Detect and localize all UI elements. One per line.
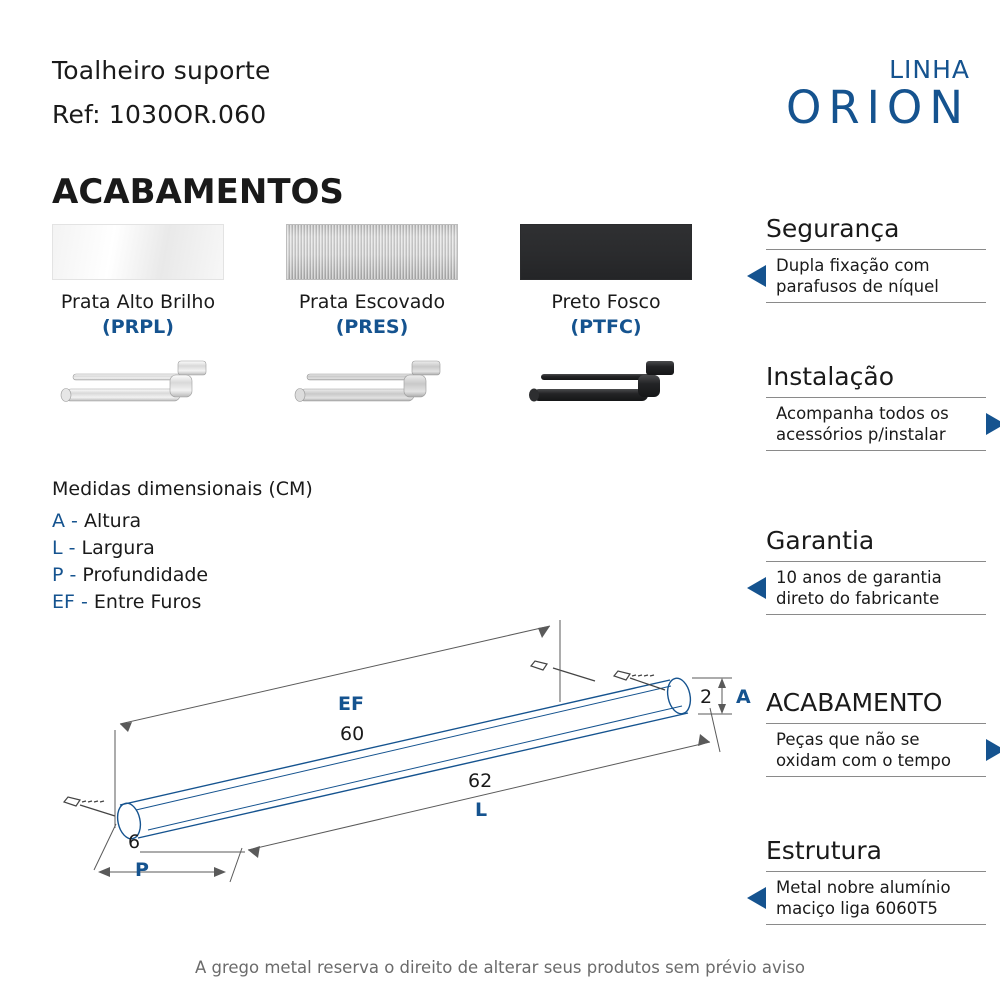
measure-label-a: Altura [83, 510, 142, 532]
feature-title-garantia: Garantia [766, 526, 875, 555]
feature-acabamento [766, 688, 986, 777]
feature-body-instalacao [766, 397, 986, 451]
swatch-code-ptfc: (PTFC) [570, 316, 642, 338]
measure-legend-item [52, 591, 313, 614]
measures-legend [52, 478, 313, 618]
dim-value-ef: 60 [340, 723, 365, 745]
measure-key-p: P - [52, 564, 77, 586]
feature-text-seguranca: Dupla fixação com parafusos de níquel [776, 256, 939, 296]
measure-legend-item [52, 564, 313, 587]
brand-name: ORION [785, 81, 970, 134]
feature-title-estrutura: Estrutura [766, 836, 882, 865]
feature-body-acabamento [766, 723, 986, 777]
measure-label-l: Largura [81, 537, 155, 559]
feature-instalacao [766, 362, 986, 451]
feature-text-garantia: 10 anos de garantia direto do fabricante [776, 568, 942, 608]
swatch-name-prpl: Prata Alto Brilho [60, 291, 216, 313]
feature-body-estrutura [766, 871, 986, 925]
dim-value-a: 2 [700, 686, 713, 708]
feature-title-acabamento: ACABAMENTO [766, 688, 943, 717]
arrow-right-icon [986, 413, 1000, 435]
arrow-left-icon [747, 577, 766, 599]
dim-label-p: P [135, 859, 149, 881]
feature-text-estrutura: Metal nobre alumínio maciço liga 6060T5 [776, 878, 951, 918]
feature-text-instalacao: Acompanha todos os acessórios p/instalar [776, 404, 949, 444]
arrow-left-icon [747, 265, 766, 287]
feature-title-instalacao: Instalação [766, 362, 894, 391]
swatch-color-prpl [52, 224, 224, 280]
measure-key-ef: EF - [52, 591, 88, 613]
finish-swatch-ptfc [520, 224, 692, 338]
brand-logo [786, 56, 970, 132]
finish-swatch-pres [286, 224, 458, 338]
brand-line-label: LINHA [889, 55, 970, 84]
dim-label-a: A [736, 686, 751, 708]
feature-body-garantia [766, 561, 986, 615]
finish-swatch-list [52, 224, 712, 338]
feature-garantia [766, 526, 986, 615]
dim-value-l: 62 [468, 770, 493, 792]
measure-label-ef: Entre Furos [93, 591, 202, 613]
arrow-right-icon [986, 739, 1000, 761]
product-reference: Ref: 1030OR.060 [52, 100, 267, 129]
swatch-name-ptfc: Preto Fosco [551, 291, 661, 313]
feature-text-acabamento: Peças que não se oxidam com o tempo [776, 730, 951, 770]
measures-title: Medidas dimensionais (CM) [52, 478, 313, 500]
measure-key-a: A - [52, 510, 78, 532]
measure-legend-item [52, 537, 313, 560]
feature-estrutura [766, 836, 986, 925]
finishes-section-title: ACABAMENTOS [52, 172, 344, 212]
footer-disclaimer: A grego metal reserva o direito de alterar seus produtos sem prévio aviso [194, 958, 806, 977]
page-title: Toalheiro suporte [52, 56, 271, 85]
arrow-left-icon [747, 887, 766, 909]
measure-label-p: Profundidade [82, 564, 209, 586]
swatch-color-pres [286, 224, 458, 280]
product-image-pres [274, 340, 474, 430]
feature-seguranca [766, 214, 986, 303]
swatch-code-pres: (PRES) [335, 316, 409, 338]
measure-key-l: L - [52, 537, 76, 559]
dim-label-l: L [475, 799, 488, 821]
measure-legend-item [52, 510, 313, 533]
dim-label-ef: EF [338, 693, 364, 715]
finish-swatch-prpl [52, 224, 224, 338]
feature-title-seguranca: Segurança [766, 214, 900, 243]
product-image-prpl [40, 340, 240, 430]
swatch-color-ptfc [520, 224, 692, 280]
product-image-ptfc [508, 340, 708, 430]
technical-drawing [20, 620, 780, 920]
swatch-code-prpl: (PRPL) [102, 316, 174, 338]
dim-value-p: 6 [128, 831, 141, 853]
swatch-name-pres: Prata Escovado [298, 291, 446, 313]
feature-body-seguranca [766, 249, 986, 303]
